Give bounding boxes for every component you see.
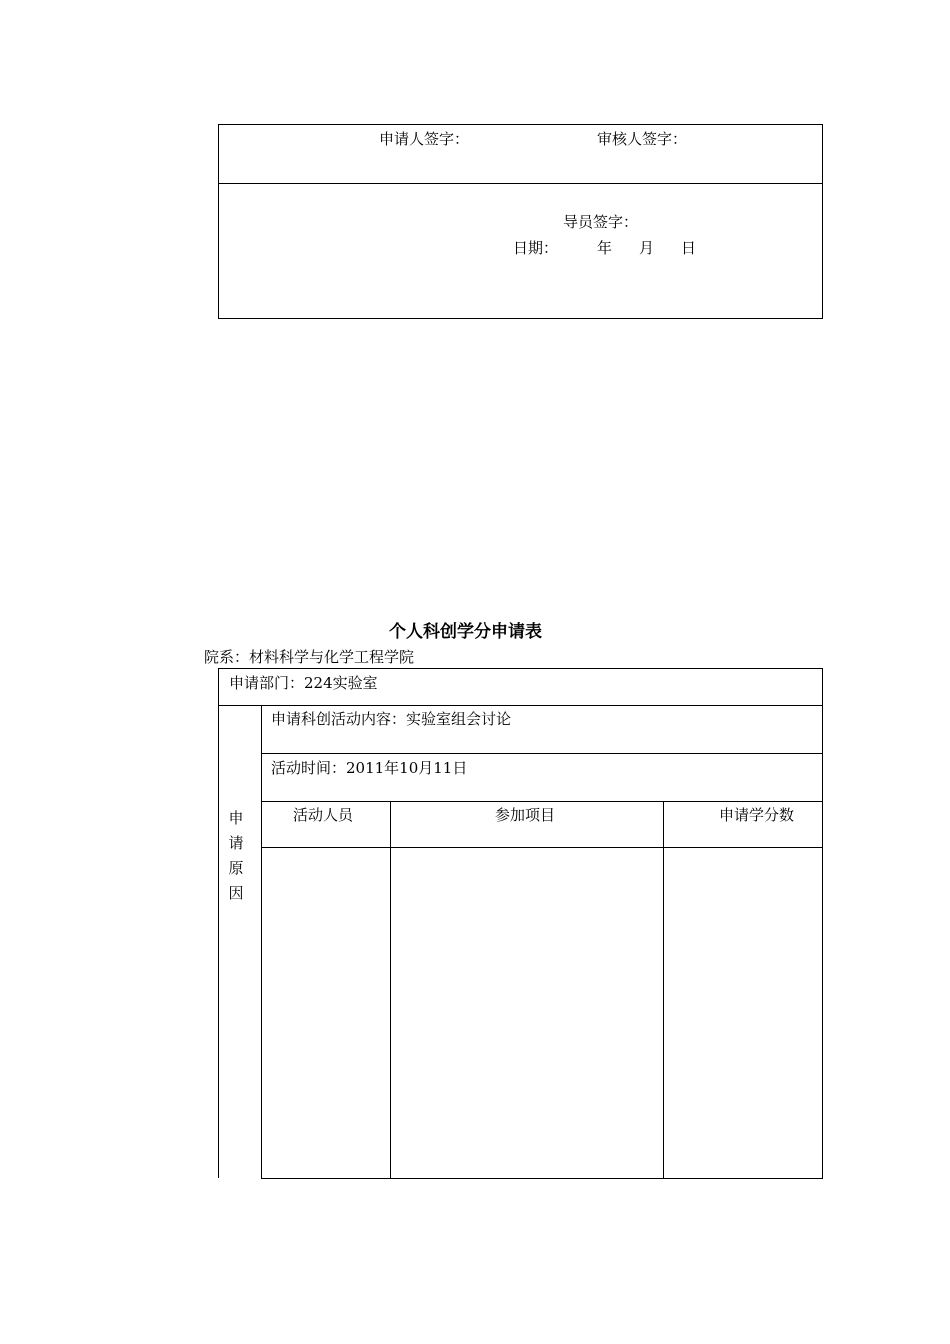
column-divider-2 — [663, 801, 664, 1179]
activity-content: 申请科创活动内容：实验室组会讨论 — [271, 710, 512, 728]
reason-char: 请 — [228, 834, 244, 852]
department-line: 院系：材料科学与化学工程学院 — [204, 648, 415, 666]
signature-table-divider — [218, 183, 823, 184]
time-row-divider — [261, 801, 823, 802]
year-label: 年 — [597, 239, 613, 257]
month-label: 月 — [639, 239, 655, 257]
form-left-border — [218, 668, 219, 1178]
unit-row-divider — [218, 705, 823, 706]
reason-char: 申 — [228, 809, 244, 827]
reason-column-divider — [261, 705, 262, 1179]
reason-char: 因 — [228, 884, 244, 902]
table-bottom-border — [261, 1178, 823, 1179]
content-row-divider — [261, 753, 823, 754]
column-divider-1 — [390, 801, 391, 1179]
column-header-credits: 申请学分数 — [719, 806, 795, 824]
applicant-signature-label: 申请人签字： — [379, 130, 470, 148]
signature-table — [218, 124, 823, 319]
column-header-project: 参加项目 — [495, 806, 556, 824]
form-top-border — [218, 668, 823, 669]
column-header-participants: 活动人员 — [293, 806, 354, 824]
advisor-signature-label: 导员签字： — [563, 213, 639, 231]
form-right-border — [822, 668, 823, 1179]
applying-unit: 申请部门：224实验室 — [229, 674, 378, 692]
header-row-divider — [261, 847, 823, 848]
form-title: 个人科创学分申请表 — [389, 622, 542, 642]
activity-time: 活动时间：2011年10月11日 — [271, 759, 468, 777]
day-label: 日 — [681, 239, 697, 257]
date-label: 日期： — [513, 239, 559, 257]
reviewer-signature-label: 审核人签字： — [597, 130, 688, 148]
reason-char: 原 — [228, 859, 244, 877]
